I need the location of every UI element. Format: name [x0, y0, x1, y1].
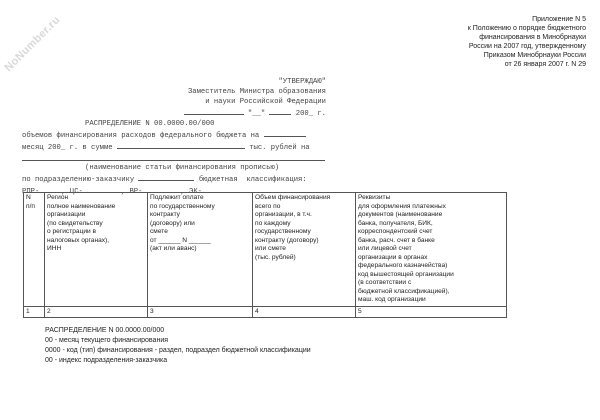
- code-vr: , ВР-: [120, 188, 143, 196]
- header-line: банка, расч. счет в банке: [358, 236, 435, 244]
- header-line: Объем финансирования: [255, 194, 331, 201]
- header-line: от ______ N ______: [150, 236, 211, 244]
- approval-block: [150, 77, 326, 119]
- column-header: [356, 193, 507, 307]
- header-line: всего по: [255, 202, 281, 210]
- appendix-line: Приказом Минобрнауки России: [483, 52, 586, 59]
- code-rpr: РПР-: [22, 188, 40, 196]
- form-text: по подразделению-заказчику: [22, 176, 135, 184]
- column-header: [24, 193, 45, 307]
- header-line: о регистрации в: [47, 228, 97, 235]
- header-line: по государственному: [150, 202, 215, 210]
- header-line: Регион: [47, 194, 69, 201]
- column-header: [45, 193, 148, 307]
- header-line: организации: [47, 211, 86, 218]
- header-line: для оформления платежных: [358, 202, 446, 210]
- table-number-row: [24, 306, 507, 318]
- column-header: [253, 193, 356, 307]
- appendix-line: финансирования в Минобрнауки: [479, 34, 586, 41]
- table-and-notes: [23, 192, 583, 366]
- header-line: налоговых органах),: [47, 236, 110, 244]
- notes: [45, 326, 583, 366]
- header-line: организации в органах: [358, 253, 428, 261]
- form-text: месяц 200_ г. в сумме: [22, 144, 113, 152]
- form-text: бюджетная классификация:: [198, 176, 307, 184]
- header-line: контракту: [150, 211, 180, 218]
- header-line: N: [26, 194, 31, 201]
- form-line-4: [22, 173, 325, 185]
- approve-title: "УТВЕРЖДАЮ": [278, 78, 326, 86]
- header-line: или лицевой счет: [358, 245, 412, 252]
- header-line: п/п: [26, 202, 35, 210]
- header-line: корреспондентский счет: [358, 228, 433, 235]
- day-field: "__": [247, 110, 266, 118]
- header-line: полное наименование: [47, 202, 116, 210]
- form-hint: (наименование статьи финансирования прописью): [85, 164, 280, 172]
- header-line: или смете: [255, 245, 286, 252]
- header-line: организации, в т.ч.: [255, 211, 312, 218]
- header-line: контракту (договору): [255, 236, 319, 244]
- header-line: маш. код организации: [358, 296, 426, 303]
- col-number: 4: [253, 306, 356, 318]
- header-line: (договору) или: [150, 219, 195, 227]
- col-number: 3: [148, 306, 253, 318]
- header-line: (акт или аванс): [150, 245, 197, 252]
- appendix-line: Приложение N 5: [532, 16, 586, 23]
- appendix-line: России на 2007 год, утвержденному: [468, 43, 586, 50]
- note-line: 00 - индекс подразделения-заказчика: [45, 357, 168, 364]
- header-line: государственному: [255, 228, 311, 235]
- col-number: 2: [45, 306, 148, 318]
- header-line: ИНН: [47, 245, 62, 252]
- header-line: Реквизиты: [358, 194, 391, 201]
- approval-date: [150, 107, 326, 119]
- watermark: NoNumber.ru: [2, 13, 63, 75]
- note-line: 00 - месяц текущего финансирования: [45, 337, 169, 344]
- header-line: (тыс. рублей): [255, 253, 296, 261]
- form-line-2: [22, 141, 325, 153]
- header-line: (по свидетельству: [47, 219, 103, 227]
- table-header-row: [24, 193, 507, 307]
- header-line: (в соответствии с: [358, 279, 412, 286]
- header-line: Подлежит оплате: [150, 194, 204, 201]
- header-line: банка, получателя, БИК,: [358, 219, 433, 227]
- appendix-note: [468, 15, 586, 69]
- header-line: федерального казначейства): [358, 262, 448, 269]
- approver-org: и науки Российской Федерации: [205, 98, 326, 106]
- form-text: тыс. рублей на: [249, 144, 310, 152]
- header-line: смете: [150, 228, 168, 235]
- note-line: 0000 - код (тип) финансирования - раздел, подраздел бюджетной классификации: [45, 347, 311, 354]
- form-body: [22, 119, 325, 197]
- note-line: РАСПРЕДЕЛЕНИЕ N 00.0000.00/000: [45, 327, 165, 334]
- form-line-1: [22, 129, 325, 141]
- year-label: 200_ г.: [295, 110, 326, 118]
- code-ek: , ЭК-: [180, 188, 202, 196]
- appendix-line: от 26 января 2007 г. N 29: [504, 61, 586, 68]
- code-cs: , ЦС-: [61, 188, 83, 196]
- col-number: 5: [356, 306, 507, 318]
- header-line: код вышестоящей организации: [358, 270, 454, 278]
- col-number: 1: [24, 306, 45, 318]
- column-header: [148, 193, 253, 307]
- approver-position: Заместитель Министра образования: [187, 88, 326, 96]
- distribution-table: [23, 192, 507, 318]
- header-line: по каждому: [255, 219, 291, 227]
- header-line: документов (наименование: [358, 211, 443, 218]
- form-title: РАСПРЕДЕЛЕНИЕ N 00.0000.00/000: [85, 120, 215, 128]
- header-line: бюджетной классификацией),: [358, 287, 450, 295]
- appendix-line: к Положению о порядке бюджетного: [467, 25, 586, 32]
- form-text: объемов финансирования расходов федерального бюджета на: [22, 132, 260, 140]
